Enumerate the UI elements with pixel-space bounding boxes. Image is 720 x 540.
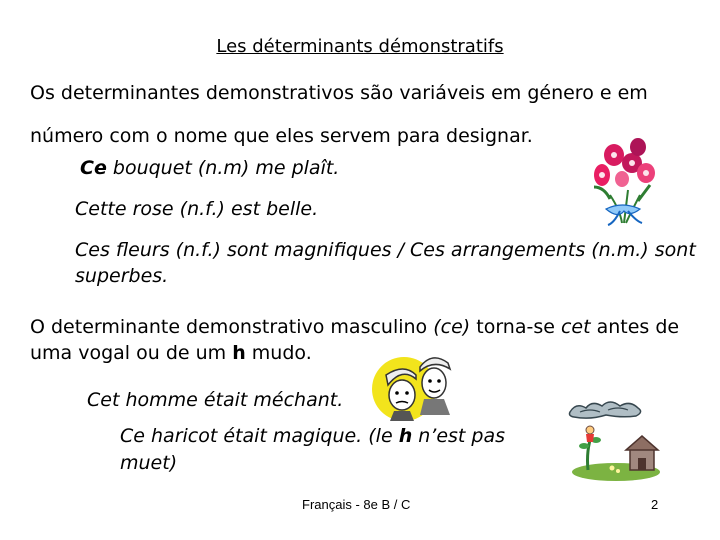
example-haricot-line2: muet) [120,452,178,474]
two-men-icon [368,345,460,423]
example-ce-haricot [120,424,505,448]
det-ce-haricot: Ce [120,425,145,447]
slide-title: Les déterminants démonstratifs [216,36,504,57]
example-text: haricot était magique. (le [144,425,399,447]
rule-cet-line-2 [30,341,312,365]
rule-cet-line-1 [30,315,679,339]
rule-text-2: torna-se [470,316,561,338]
example-cette-rose [75,197,318,221]
footer-text: Français - 8e B / C [302,497,411,512]
det-ce: Ce [80,157,107,179]
example-text: homme était méchant. [119,389,344,411]
rule-text-4: uma vogal ou de um [30,342,233,364]
example-text: rose (n.f.) est belle. [126,198,319,220]
rule-text-3: antes de [590,316,680,338]
intro-line-1: Os determinantes demonstrativos são variáveis em género e em [30,82,648,104]
example-text-tail: n’est pas [412,425,506,447]
example-ces-line2: superbes. [75,265,169,287]
cloud-icon [566,396,646,422]
intro-line-2: número com o nome que eles servem para designar. [30,125,533,147]
rule-ce: (ce) [433,316,471,338]
example-cet-homme [87,388,343,412]
rule-text: O determinante demonstrativo masculino [30,316,434,338]
det-cette: Cette [75,198,127,220]
rule-cet: cet [560,316,591,338]
example-ces-fleurs [75,238,696,262]
flower-bouquet-icon [580,135,664,227]
example-text: bouquet (n.m) me plaît. [106,157,340,179]
det-cet: Cet [87,389,120,411]
example-text: fleurs (n.f.) sont magnifiques / [109,239,411,261]
rule-h: h [232,342,246,364]
example-text-tail: arrangements (n.m.) sont [444,239,696,261]
beanstalk-icon [568,420,664,482]
h-bold: h [398,425,413,447]
det-ces: Ces [75,239,110,261]
det-ces-2: Ces [410,239,445,261]
example-ce-bouquet [80,156,339,180]
rule-text-5: mudo. [245,342,312,364]
page-number: 2 [651,497,659,512]
